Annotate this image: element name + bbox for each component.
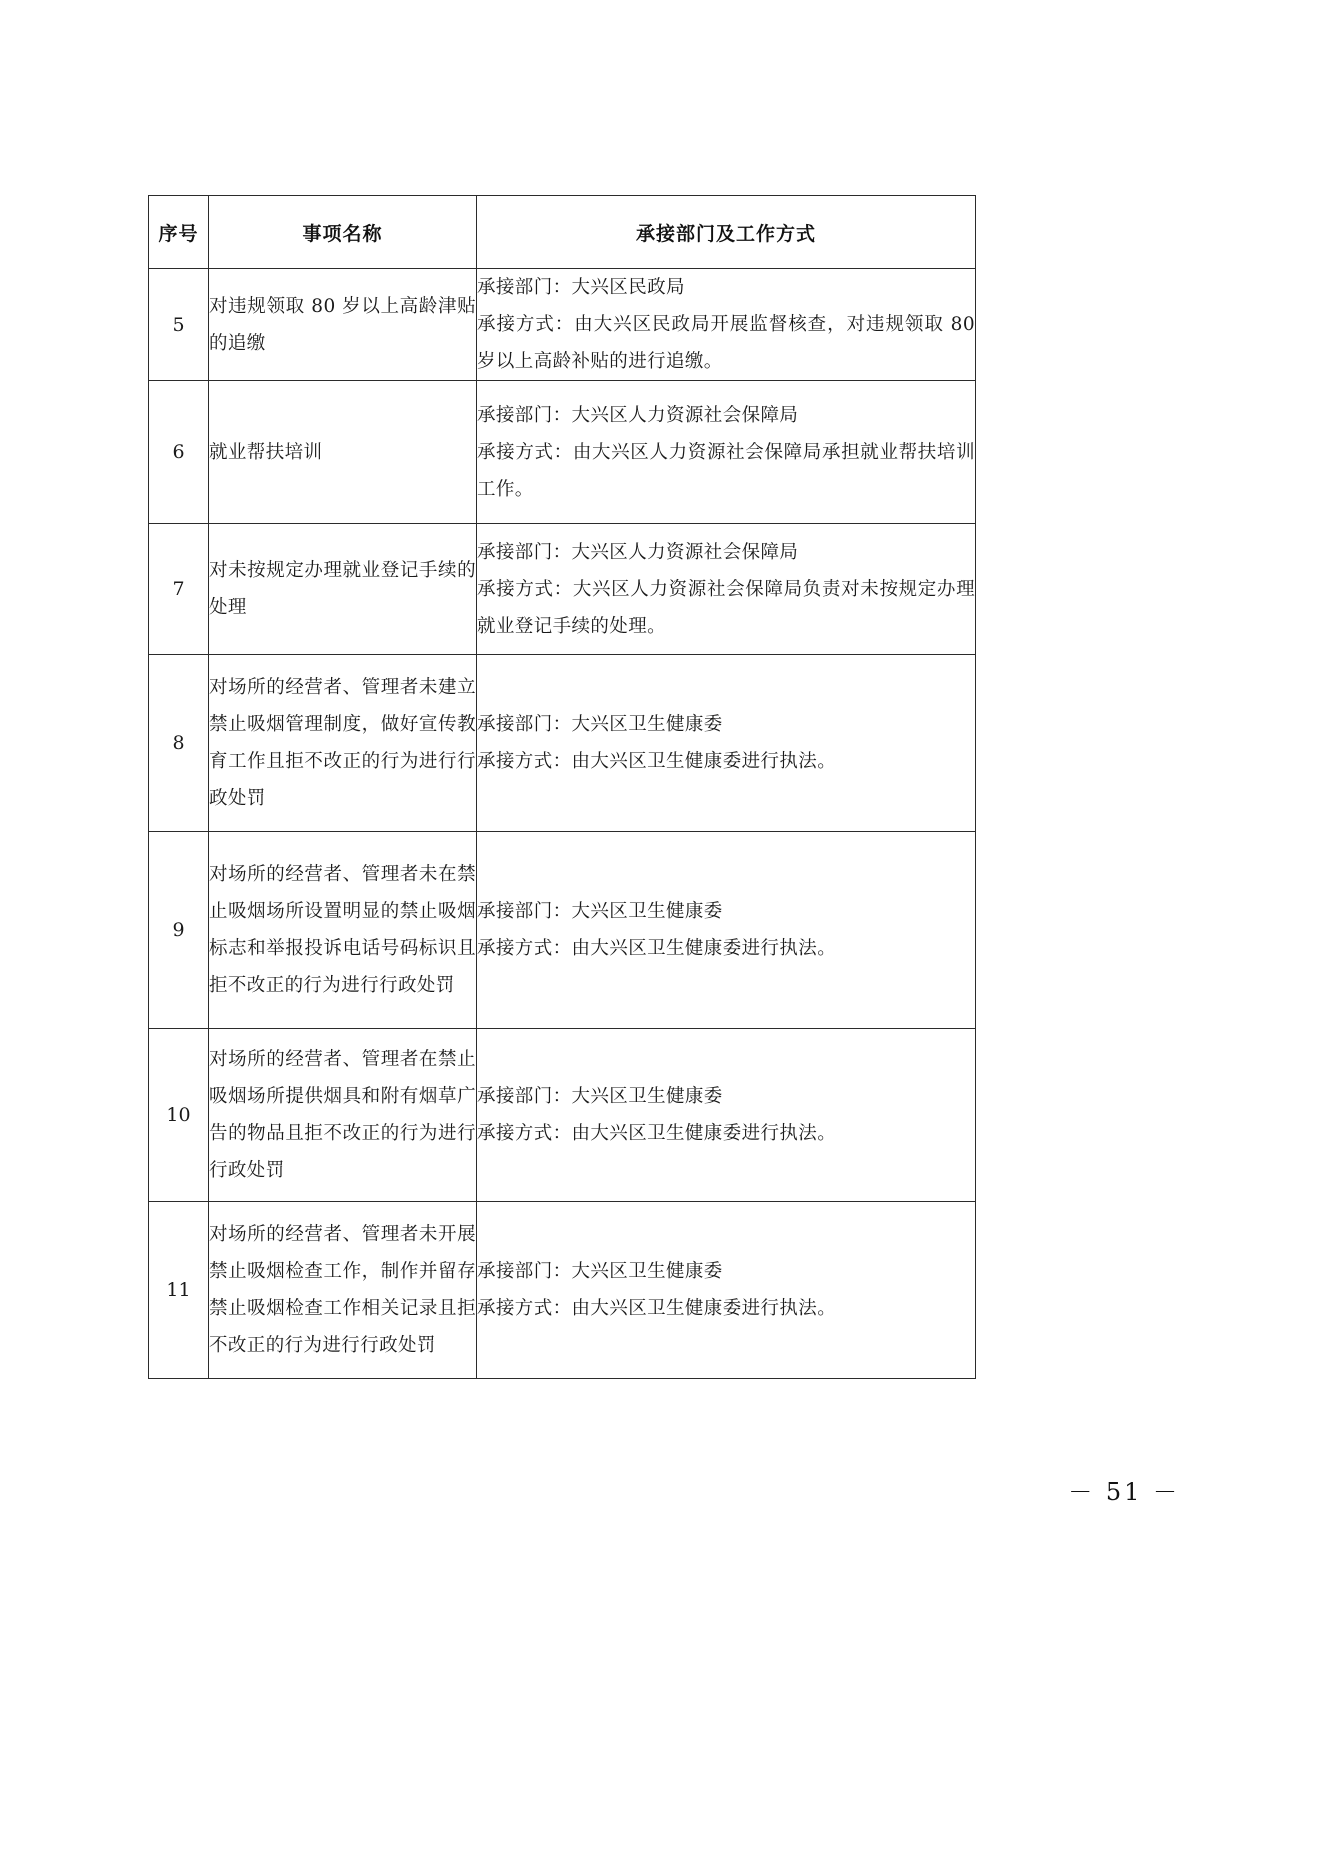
responsibility-table — [148, 195, 976, 1379]
row-seq-number: 6 — [149, 381, 209, 524]
table-row — [149, 1029, 976, 1202]
table-row — [149, 269, 976, 381]
row-dept-line: 承接部门：大兴区卫生健康委 — [477, 1261, 723, 1282]
table-row — [149, 381, 976, 524]
row-item-name: 对场所的经营者、管理者未开展禁止吸烟检查工作，制作并留存禁止吸烟检查工作相关记录且拒不改正的行为进行行政处罚 — [209, 1202, 477, 1379]
row-method-line: 承接方式：由大兴区卫生健康委进行执法。 — [477, 938, 837, 959]
row-item-name: 对违规领取 80 岁以上高龄津贴的追缴 — [209, 269, 477, 381]
row-dept-and-method — [477, 832, 976, 1029]
row-dept-and-method — [477, 524, 976, 655]
column-header-seq: 序号 — [149, 196, 209, 269]
row-method-line: 承接方式：由大兴区民政局开展监督核查，对违规领取 80 岁以上高龄补贴的进行追缴。 — [477, 314, 975, 372]
row-item-name: 对场所的经营者、管理者未在禁止吸烟场所设置明显的禁止吸烟标志和举报投诉电话号码标识且拒不改正的行为进行行政处罚 — [209, 832, 477, 1029]
row-dept-and-method — [477, 1029, 976, 1202]
row-method-line: 承接方式：大兴区人力资源社会保障局负责对未按规定办理就业登记手续的处理。 — [477, 578, 975, 637]
row-dept-line: 承接部门：大兴区卫生健康委 — [477, 1086, 723, 1107]
row-dept-line: 承接部门：大兴区卫生健康委 — [477, 714, 723, 735]
row-method-line: 承接方式：由大兴区卫生健康委进行执法。 — [477, 1298, 837, 1319]
row-dept-line: 承接部门：大兴区卫生健康委 — [477, 901, 723, 922]
row-seq-number: 11 — [149, 1202, 209, 1379]
row-method-line: 承接方式：由大兴区人力资源社会保障局承担就业帮扶培训工作。 — [477, 441, 975, 500]
table-header-row — [149, 196, 976, 269]
row-dept-and-method — [477, 655, 976, 832]
row-item-name: 对未按规定办理就业登记手续的处理 — [209, 524, 477, 655]
page-number: － 51 － — [1068, 1478, 1180, 1506]
row-seq-number: 5 — [149, 269, 209, 381]
table-row — [149, 1202, 976, 1379]
responsibility-table-container — [148, 195, 975, 1379]
row-seq-number: 9 — [149, 832, 209, 1029]
row-item-name: 对场所的经营者、管理者在禁止吸烟场所提供烟具和附有烟草广告的物品且拒不改正的行为进行行政处罚 — [209, 1029, 477, 1202]
row-item-name: 就业帮扶培训 — [209, 381, 477, 524]
row-dept-and-method — [477, 1202, 976, 1379]
table-row — [149, 524, 976, 655]
row-seq-number: 10 — [149, 1029, 209, 1202]
row-dept-and-method — [477, 381, 976, 524]
row-dept-line: 承接部门：大兴区人力资源社会保障局 — [477, 541, 799, 563]
column-header-dept-and-method: 承接部门及工作方式 — [477, 196, 976, 269]
row-method-line: 承接方式：由大兴区卫生健康委进行执法。 — [477, 751, 837, 772]
table-row — [149, 655, 976, 832]
column-header-item-name: 事项名称 — [209, 196, 477, 269]
row-dept-line: 承接部门：大兴区民政局 — [477, 277, 685, 298]
row-dept-line: 承接部门：大兴区人力资源社会保障局 — [477, 404, 799, 426]
row-item-name: 对场所的经营者、管理者未建立禁止吸烟管理制度，做好宣传教育工作且拒不改正的行为进行行政处罚 — [209, 655, 477, 832]
row-method-line: 承接方式：由大兴区卫生健康委进行执法。 — [477, 1123, 837, 1144]
row-dept-and-method — [477, 269, 976, 381]
row-seq-number: 8 — [149, 655, 209, 832]
table-row — [149, 832, 976, 1029]
row-seq-number: 7 — [149, 524, 209, 655]
